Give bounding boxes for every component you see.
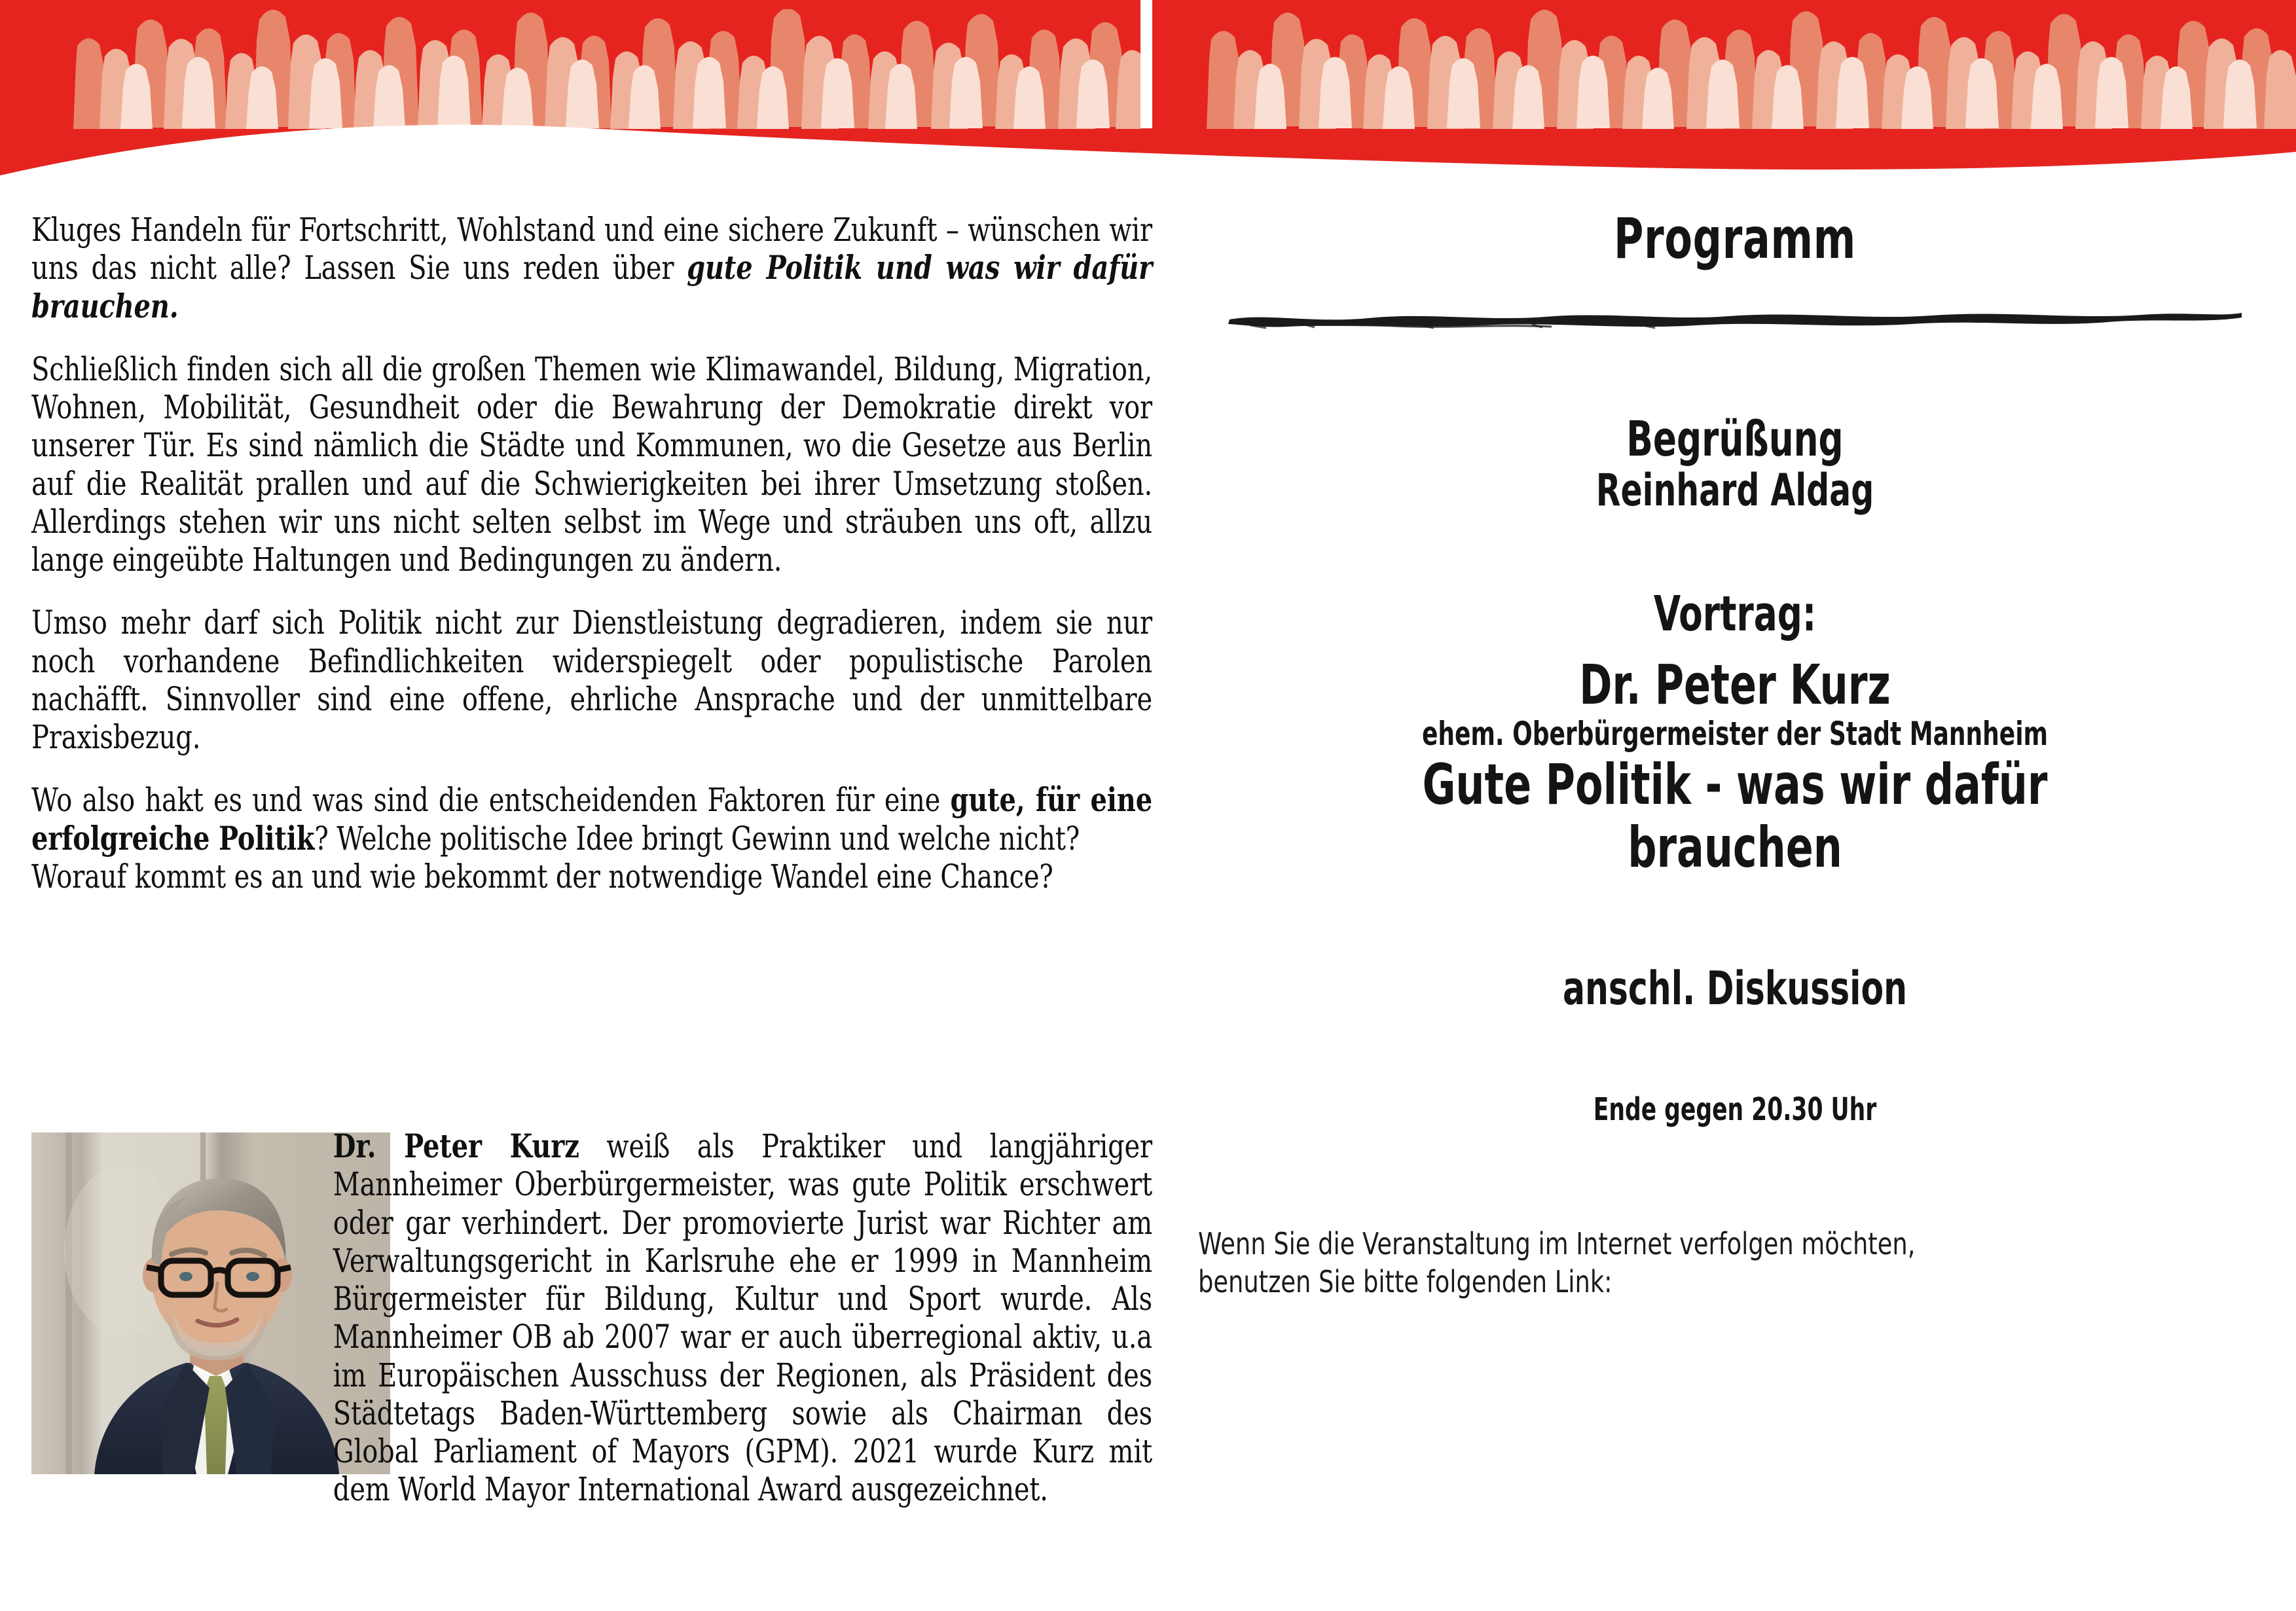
fragen-run-3: Worauf kommt es an und wie bekommt der notwendige Wandel eine Chance? <box>31 857 1053 896</box>
begruessung-name: Reinhard Aldag <box>1595 464 1874 516</box>
paragraph-intro <box>31 211 1152 325</box>
bio-body: weiß als Praktiker und langjähriger Mannheimer Oberbürgermeister, was gute Politik erschwert oder gar verhindert. Der promovierte Jurist war Richter am Verwaltungsgericht in Karlsruhe ehe er 1999 in Mannheim Bürgermeister für Bildung, Kultur und Sport wurde. Als Mannheimer OB ab 2007 war er auch überregional aktiv, u.a im Europäischen Ausschuss der Regionen, als Präsident des Städtetags Baden-Württemberg sowie als Chairman des Global Parliament of Mayors (GPM). 2021 wurde Kurz mit dem World Mayor International Award ausgezeichnet. <box>333 1127 1152 1509</box>
spacer-before-vortrag <box>1198 516 2272 588</box>
bio-name-bold: Dr. Peter Kurz <box>333 1127 579 1165</box>
stream-note-line-2: benutzen Sie bitte folgenden Link: <box>1198 1263 1613 1299</box>
paragraph-fragen <box>31 781 1152 896</box>
stream-note <box>1198 1225 2272 1301</box>
paragraph-themen <box>31 350 1152 579</box>
paragraph-dienstleistung <box>31 604 1152 756</box>
talk-title: Gute Politik - was wir dafür brauchen <box>1422 752 2048 881</box>
stream-note-line-1: Wenn Sie die Veranstaltung im Internet verfolgen möchten, <box>1198 1225 1916 1261</box>
programm-column <box>1198 206 2272 1301</box>
biography-block <box>31 1127 1152 1509</box>
begruessung-label: Begrüßung <box>1626 411 1844 467</box>
spacer-before-stream-note <box>1198 1127 2272 1225</box>
speaker-role: ehem. Oberbürgermeister der Stadt Mannheim <box>1421 715 2049 753</box>
intro-run-normal: Kluges Handeln für Fortschritt, Wohlstand und eine sichere Zukunft – wünschen wir uns das nicht alle? Lassen Sie uns reden über <box>31 211 1152 287</box>
left-text-column <box>31 211 1152 896</box>
intro-run-emphasis: gute Politik und was wir dafür brauchen. <box>31 248 1152 325</box>
fragen-run-2: ? Welche politische Idee bringt Gewinn und welche nicht? <box>314 819 1080 858</box>
programm-heading: Programm <box>1614 206 1856 272</box>
brush-stroke-divider <box>1224 304 2246 330</box>
spacer-after-divider <box>1198 330 2272 414</box>
spacer-before-endtime <box>1198 1014 2272 1093</box>
vortrag-label: Vortrag: <box>1653 586 1817 643</box>
biography-text <box>31 1127 1152 1509</box>
spacer-before-diskussion <box>1198 880 2272 964</box>
dienstleistung-run: Umso mehr darf sich Politik nicht zur Dienstleistung degradieren, indem sie nur noch vorhandene Befindlichkeiten widerspiegelt oder populistische Parolen nachäfft. Sinnvoller sind eine offene, ehrliche Ansprache und der unmittelbare Praxisbezug. <box>31 604 1152 756</box>
themen-run: Schließlich finden sich all die großen Themen wie Klimawandel, Bildung, Migration, Wohnen, Mobilität, Gesundheit oder die Bewahrung der Demokratie direkt vor unserer Tür. Es sind nämlich die Städte und Kommunen, wo die Gesetze aus Berlin auf die Realität prallen und auf die Schwierigkeiten bei ihrer Umsetzung stoßen. Allerdings stehen wir uns nicht selten selbst im Wege und sträuben uns oft, allzu lange eingeübte Haltungen und Bedingungen zu ändern. <box>31 350 1152 579</box>
header-banner <box>0 0 2296 223</box>
fragen-run-1: Wo also hakt es und was sind die entscheidenden Faktoren für eine <box>31 781 951 820</box>
speaker-name: Dr. Peter Kurz <box>1579 653 1891 717</box>
end-time: Ende gegen 20.30 Uhr <box>1593 1091 1877 1128</box>
fragen-run-bold: gute, für eine erfolgreiche Politik <box>31 780 1152 858</box>
diskussion-label: anschl. Diskussion <box>1563 961 1907 1015</box>
